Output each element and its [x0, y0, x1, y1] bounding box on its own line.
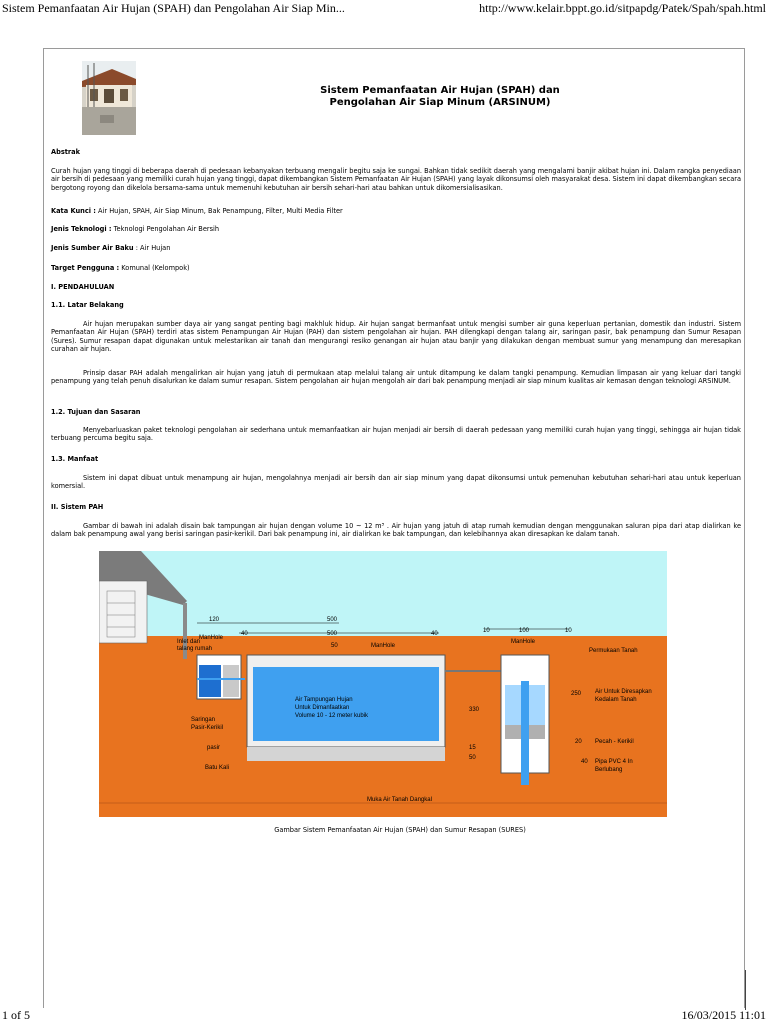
jenis-sumber-value: : Air Hujan	[133, 244, 171, 252]
house-wall	[99, 581, 147, 643]
pvc-pipe	[521, 681, 529, 785]
tank-base-gravel	[247, 747, 445, 761]
header-photo	[82, 61, 136, 135]
label-d250: 250	[571, 691, 582, 697]
section-1-3-heading: 1.3. Manfaat	[51, 455, 99, 463]
page-title	[300, 85, 580, 109]
title-line-2: Pengolahan Air Siap Minum (ARSINUM)	[329, 97, 551, 108]
label-manhole-3: ManHole	[511, 639, 536, 645]
jenis-sumber	[51, 244, 741, 252]
label-saringan-2: Pasir-Kerikil	[191, 725, 224, 731]
kata-kunci	[51, 207, 741, 215]
label-tank-3: Volume 10 - 12 meter kubik	[295, 713, 369, 719]
target-pengguna	[51, 264, 741, 272]
abstrak-heading: Abstrak	[51, 148, 80, 156]
dim-500b: 500	[327, 631, 338, 637]
title-line-1: Sistem Pemanfaatan Air Hujan (SPAH) dan	[320, 85, 560, 96]
label-d330: 330	[469, 707, 480, 713]
label-saringan-1: Saringan	[191, 717, 216, 723]
label-d40: 40	[581, 759, 588, 765]
label-d50: 50	[469, 755, 476, 761]
abstrak-text: Curah hujan yang tinggi di beberapa daerah di pedesaan kebanyakan terbuang mengalir begitu saja ke sungai. Bahkan tidak sedikit daerah yang mengalami banjir akibat hujan ini. Dalam rangka penyediaan air bersih di pedesaan yang memiliki curah hujan yang tinggi, dapat dikembangkan Sistem Pemanfaatan Air Hujan (SPAH) yang layak dikonsumsi oleh masyarakat desa. Sistem ini dapat dikembangkan secara bergotong royong dan dikelola bersama-sama untuk memenuhi kebutuhan air bersih sehari-hari atau bahkan untuk dikomersialisasikan.	[51, 167, 741, 192]
label-tank-2: Untuk Dimanfaatkan	[295, 705, 350, 711]
label-inlet: Inlet dan	[177, 639, 201, 645]
target-value: Komunal (Kelompok)	[119, 264, 190, 272]
label-inlet-2: talang rumah	[177, 646, 213, 652]
paragraph-2: Prinsip dasar PAH adalah mengalirkan air hujan yang jatuh di permukaan atap melalui talang air untuk ditampung ke dalam tangki penampung. Kemudian limpasan air yang keluar dari tangki penampung yang telah penuh disalurkan ke dalam sumur resapan. Sistem pengolahan air hujan mengolah air dari bak penampung menjadi air siap minum kualitas air kemasan dengan teknologi ARSINUM.	[51, 369, 741, 386]
section-1-heading: I. PENDAHULUAN	[51, 283, 115, 291]
main-tank-water	[253, 667, 439, 741]
label-d20: 20	[575, 739, 582, 745]
dim-100: 100	[519, 628, 530, 634]
label-manhole-2: ManHole	[371, 643, 396, 649]
paragraph-1: Air hujan merupakan sumber daya air yang sangat penting bagi makhluk hidup. Air hujan sangat bermanfaat untuk mengisi sumber air guna keperluan pertanian, domestik dan industri. Sistem Pemanfaatan Air Hujan (SPAH) terdiri atas sistem Penampungan Air Hujan (PAH) dan sistem pengolahan air hujan. PAH dilengkapi dengan talang air, saringan pasir, bak penampung dan Sumur Resapan (Sures). Sumur resapan dapat digunakan untuk melestarikan air tanah dan mengurangi resiko genangan air hujan atau banjir yang dilakukan dengan membuat sumur yang menampung dan meresapkan curahan air hujan.	[51, 320, 741, 354]
print-datetime: 16/03/2015 11:01	[681, 1008, 766, 1022]
label-tank-1: Air Tampungan Hujan	[295, 697, 353, 703]
dim-120: 120	[209, 617, 220, 623]
target-label: Target Pengguna :	[51, 264, 120, 272]
paragraph-3: Menyebarluaskan paket teknologi pengolahan air sederhana untuk memanfaatkan air hujan menjadi air bersih di daerah pedesaan yang memiliki curah hujan yang tinggi, sehingga air hujan tidak terbuang percuma begitu saja.	[51, 426, 741, 443]
jenis-teknologi-value: Teknologi Pengolahan Air Bersih	[111, 225, 220, 233]
jenis-sumber-label: Jenis Sumber Air Baku	[51, 244, 134, 252]
label-pasir: pasir	[207, 745, 221, 751]
print-header-title: Sistem Pemanfaatan Air Hujan (SPAH) dan Pengolahan Air Siap Min...	[2, 1, 345, 15]
kata-kunci-value: Air Hujan, SPAH, Air Siap Minum, Bak Penampung, Filter, Multi Media Filter	[95, 207, 343, 215]
label-muka: Muka Air Tanah Dangkal	[367, 797, 432, 803]
dim-40b: 40	[431, 631, 438, 637]
print-header-url[interactable]: http://www.kelair.bppt.go.id/sitpapdg/Patek/Spah/spah.html	[479, 1, 766, 15]
label-resap-1: Air Untuk Diresapkan	[595, 689, 652, 695]
print-footer	[0, 1008, 768, 1024]
dim-10a: 10	[483, 628, 490, 634]
label-batukali: Batu Kali	[205, 765, 230, 771]
label-d15: 15	[469, 745, 476, 751]
label-resap-2: Kedalam Tanah	[595, 697, 637, 703]
label-permukaan: Permukaan Tanah	[589, 648, 638, 654]
dim-40a: 40	[241, 631, 248, 637]
label-manhole-1: ManHole	[199, 635, 224, 641]
page-edge-rule	[745, 970, 746, 1010]
jenis-teknologi-label: Jenis Teknologi :	[51, 225, 112, 233]
section-1-1-heading: 1.1. Latar Belakang	[51, 301, 124, 309]
page-counter: 1 of 5	[2, 1008, 30, 1022]
dim-10b: 10	[565, 628, 572, 634]
spah-diagram	[99, 551, 667, 817]
section-1-2-heading: 1.2. Tujuan dan Sasaran	[51, 408, 141, 416]
dim-50: 50	[331, 643, 338, 649]
label-pipa-1: Pipa PVC 4 In	[595, 759, 633, 765]
paragraph-5: Gambar di bawah ini adalah disain bak tampungan air hujan dengan volume 10 ~ 12 m³ . Air hujan yang jatuh di atap rumah kemudian dengan menggunakan saluran pipa dari atap dialirkan ke dalam bak penampung awal yang berisi saringan pasir-kerikil. Dari bak penampung ini, air dialirkan ke bak tampungan, dan kelebihannya akan diresapkan ke dalam tanah.	[51, 522, 741, 539]
print-header	[0, 0, 768, 16]
section-2-heading: II. Sistem PAH	[51, 503, 104, 511]
paragraph-4: Sistem ini dapat dibuat untuk menampung air hujan, mengolahnya menjadi air bersih dan air siap minum yang dapat dikonsumsi untuk pemenuhan kebutuhan sehari-hari atau untuk keperluan komersial.	[51, 474, 741, 491]
diagram-caption: Gambar Sistem Pemanfaatan Air Hujan (SPAH) dan Sumur Resapan (SURES)	[274, 826, 526, 834]
dim-500a: 500	[327, 617, 338, 623]
label-pipa-2: Berlubang	[595, 767, 623, 773]
label-lapisan-3: Pecah - Kerikil	[595, 739, 634, 745]
jenis-teknologi	[51, 225, 741, 233]
kata-kunci-label: Kata Kunci :	[51, 207, 96, 215]
